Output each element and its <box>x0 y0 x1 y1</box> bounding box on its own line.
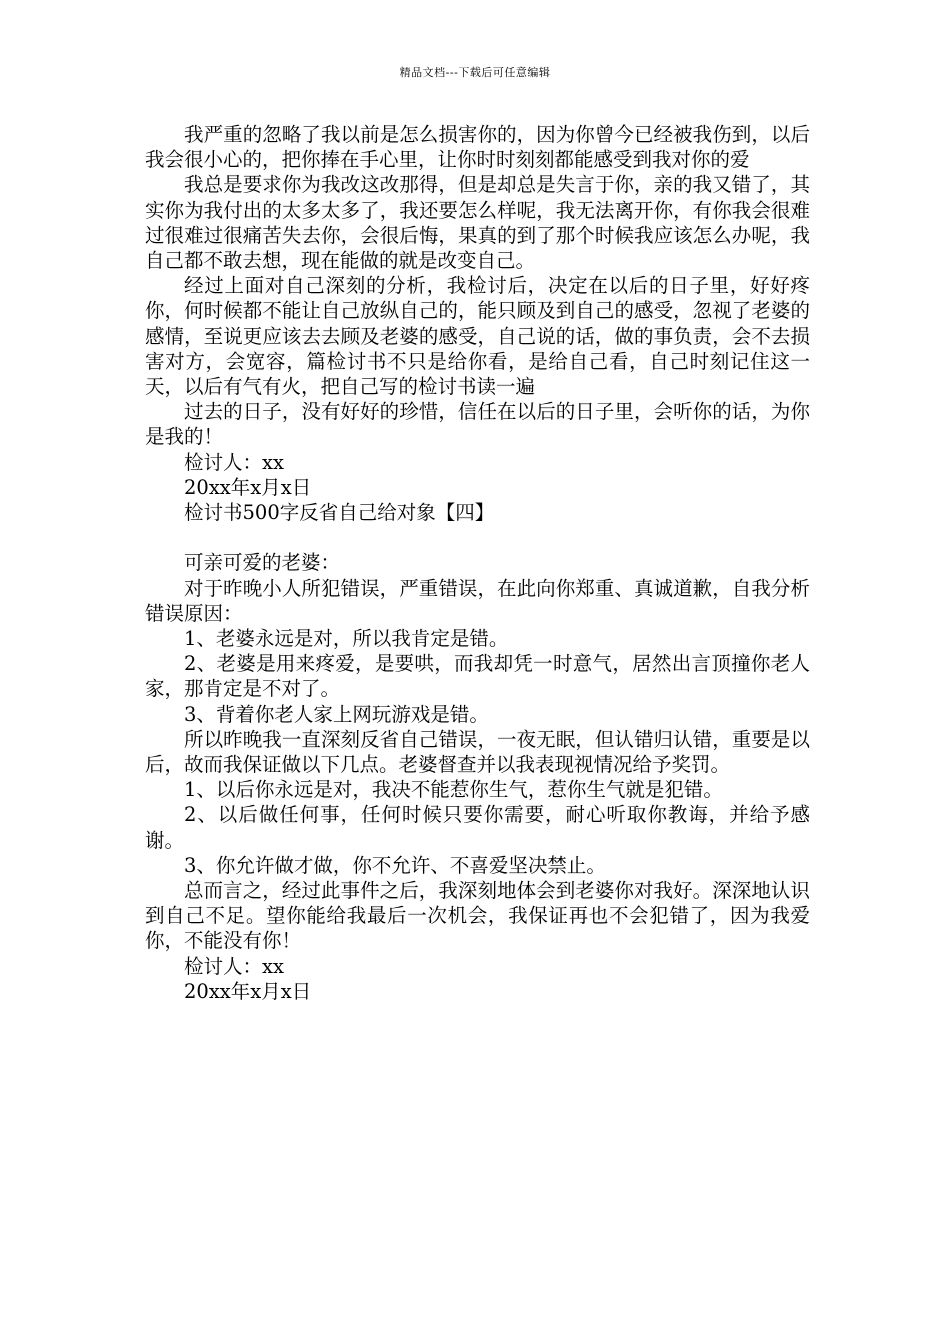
list-item: 3、你允许做才做，你不允许、不喜爱坚决禁止。 <box>184 853 606 877</box>
document-body <box>145 122 810 1004</box>
paragraph: 我总是要求你为我改这改那得，但是却总是失言于你，亲的我又错了，其实你为我付出的太多太多了，我还要怎么样呢，我无法离开你，有你我会很难过很难过很痛苦失去你，会很后悔，果真的到了那个时候我应该怎么办呢，我自己都不敢去想，现在能做的就是改变自己。 <box>145 173 810 273</box>
paragraph: 对于昨晚小人所犯错误，严重错误，在此向你郑重、真诚道歉，自我分析错误原因： <box>145 576 810 625</box>
date-line: 20xx年x月x日 <box>184 979 312 1003</box>
paragraph: 总而言之，经过此事件之后，我深刻地体会到老婆你对我好。深深地认识到自己不足。望你能给我最后一次机会，我保证再也不会犯错了，因为我爱你，不能没有你！ <box>145 879 810 953</box>
paragraph: 所以昨晚我一直深刻反省自己错误，一夜无眠，但认错归认错，重要是以后，故而我保证做以下几点。老婆督查并以我表现视情况给予奖罚。 <box>145 727 810 777</box>
paragraph: 经过上面对自己深刻的分析，我检讨后，决定在以后的日子里，好好疼你，何时候都不能让自己放纵自己的，能只顾及到自己的感受，忽视了老婆的感情，至说更应该去去顾及老婆的感受，自己说的话，做的事负责，会不去损害对方，会宽容，篇检讨书不只是给你看，是给自己看，自己时刻记住这一天，以后有气有火，把自己写的检讨书读一遍 <box>145 274 810 399</box>
signature-line: 检讨人：xx <box>184 450 284 474</box>
list-item: 1、老婆永远是对，所以我肯定是错。 <box>184 627 509 651</box>
salutation: 可亲可爱的老婆： <box>184 551 341 575</box>
paragraph: 我严重的忽略了我以前是怎么损害你的，因为你曾今已经被我伤到，以后我会很小心的，把你捧在手心里，让你时时刻刻都能感受到我对你的爱 <box>145 123 810 172</box>
paragraph: 过去的日子，没有好好的珍惜，信任在以后的日子里，会听你的话，为你是我的！ <box>145 400 810 449</box>
list-item: 1、以后你永远是对，我决不能惹你生气，惹你生气就是犯错。 <box>184 778 723 802</box>
date-line: 20xx年x月x日 <box>184 475 312 499</box>
signature-line: 检讨人：xx <box>184 954 284 978</box>
blank-line <box>145 525 810 550</box>
list-item: 2、老婆是用来疼爱，是要哄，而我却凭一时意气，居然出言顶撞你老人家，那肯定是不对了。 <box>145 652 810 701</box>
page-header: 精品文档---下载后可任意编辑 <box>399 66 551 79</box>
section-title: 检讨书500字反省自己给对象【四】 <box>184 501 495 525</box>
list-item: 3、背着你老人家上网玩游戏是错。 <box>184 702 489 726</box>
list-item: 2、以后做任何事，任何时候只要你需要，耐心听取你教诲，并给予感谢。 <box>145 803 810 852</box>
